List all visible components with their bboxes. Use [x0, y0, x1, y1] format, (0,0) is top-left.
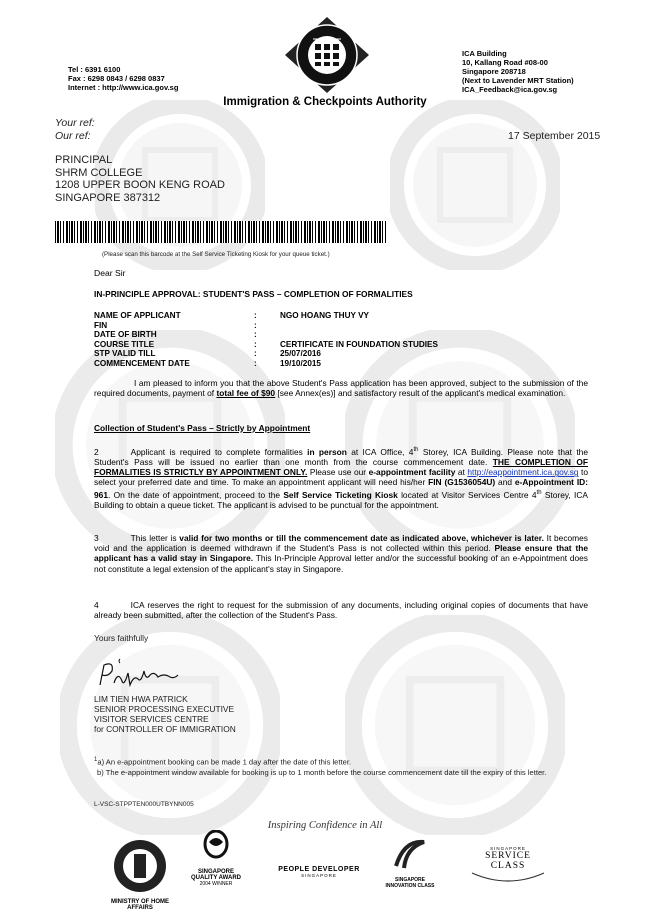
- innovation-class-label: SINGAPORE INNOVATION CLASS: [385, 877, 435, 889]
- recipient-line: SHRM COLLEGE: [55, 166, 143, 179]
- para-text: located at Visitor Services Centre 4: [397, 489, 537, 500]
- tel-line: Tel : 6391 6100: [68, 65, 121, 74]
- quality-award-year: 2004 WINNER: [199, 881, 233, 887]
- detail-label: STP VALID TILL: [94, 349, 156, 359]
- para-number: 4: [94, 600, 99, 610]
- detail-colon: :: [254, 330, 257, 340]
- recipient-line: SINGAPORE 387312: [55, 191, 161, 204]
- paragraph-3: [94, 533, 588, 574]
- para-number: 2: [94, 446, 99, 457]
- detail-value: 25/07/2016: [280, 349, 321, 359]
- people-developer-logo: [276, 866, 362, 878]
- recipient-line: PRINCIPAL: [55, 154, 113, 166]
- para-text: Please use our: [307, 467, 369, 478]
- para-text: at ICA Office, 4: [346, 446, 414, 457]
- service-class-logo: [470, 846, 546, 882]
- valid-stay-notice: Please ensure that the applicant has a valid stay in Singapore.: [94, 543, 589, 564]
- document-code: L-VSC-STPPTEN000UTBYNN005: [94, 801, 194, 808]
- applicant-details: [94, 311, 438, 369]
- service-class-label: SERVICE CLASS: [485, 851, 531, 871]
- detail-value: CERTIFICATE IN FOUNDATION STUDIES: [280, 339, 438, 349]
- address-line: 10, Kallang Road #08-00: [462, 58, 548, 67]
- mha-logo: [110, 838, 169, 911]
- internet-line: Internet : http://www.ica.gov.sg: [68, 83, 179, 92]
- total-fee: total fee of $90: [216, 388, 276, 399]
- barcode-note: (Please scan this barcode at the Self Service Ticketing Kiosk for your queue ticket.): [102, 251, 330, 258]
- our-ref-label: Our ref:: [55, 130, 91, 142]
- para-text: . On the date of appointment, proceed to the: [107, 489, 284, 500]
- signatory-for: for CONTROLLER OF IMMIGRATION: [94, 724, 236, 734]
- eappointment-link[interactable]: http://eappointment.ica.gov.sg: [467, 467, 579, 478]
- detail-row: [94, 359, 438, 369]
- detail-row: [94, 321, 438, 331]
- detail-row: [94, 330, 438, 340]
- contact-block: [68, 65, 178, 92]
- letter-date: 17 September 2015: [508, 130, 601, 142]
- fax-line: Fax : 6298 0843 / 6298 0837: [68, 74, 165, 83]
- para-text: Applicant is required to complete formalities: [130, 446, 308, 457]
- authority-title: Immigration & Checkpoints Authority: [223, 96, 427, 108]
- para-text: Storey, ICA Building. Please note that the Student's Pass will be issued no earlier than one month from the course commencement date.: [94, 446, 588, 467]
- tagline: Inspiring Confidence in All: [267, 820, 383, 831]
- para-text: Storey, ICA Building to obtain a queue ticket. The applicant is advised to be punctual for the appointment.: [94, 489, 588, 510]
- detail-label: DATE OF BIRTH: [94, 330, 157, 340]
- innovation-class-logo: [382, 838, 438, 889]
- detail-colon: :: [254, 320, 257, 330]
- paragraph-4: [94, 600, 588, 620]
- detail-row: [94, 311, 438, 321]
- salutation: Dear Sir: [94, 268, 126, 278]
- address-line: ICA Building: [462, 49, 507, 58]
- signatory-title: SENIOR PROCESSING EXECUTIVE: [94, 704, 235, 714]
- detail-value: 19/10/2015: [280, 358, 321, 368]
- people-developer-sub: SINGAPORE: [301, 873, 337, 878]
- approval-paragraph: [94, 378, 588, 398]
- detail-colon: :: [254, 358, 257, 368]
- eappointment-id: e-Appointment ID: 961: [94, 477, 588, 500]
- handwritten-signature: [96, 655, 186, 689]
- address-line: (Next to Lavender MRT Station): [462, 76, 574, 85]
- signatory-name: LIM TIEN HWA PATRICK: [94, 694, 188, 704]
- watermark-seal: [345, 615, 565, 835]
- people-developer-label: PEOPLE DEVELOPER: [278, 866, 360, 873]
- your-ref-label: Your ref:: [55, 117, 95, 129]
- watermark-seal: [390, 100, 560, 270]
- ica-address-block: [462, 49, 574, 94]
- footnote-text: a) An e-appointment booking can be made 1 day after the date of this letter.: [97, 757, 352, 767]
- detail-label: NAME OF APPLICANT: [94, 311, 181, 320]
- feedback-email: ICA_Feedback@ica.gov.sg: [462, 85, 558, 94]
- footnote-a: [94, 755, 594, 768]
- paragraph-2: [94, 445, 588, 510]
- appointment-only-notice: THE COMPLETION OF FORMALITIES IS STRICTLY BY APPOINTMENT ONLY.: [94, 457, 588, 478]
- para-bold: Self Service Ticketing Kiosk: [283, 489, 398, 500]
- para-text: This letter is: [130, 533, 180, 543]
- address-line: Singapore 208718: [462, 67, 526, 76]
- quality-award-logo: [186, 830, 246, 894]
- detail-label: FIN: [94, 320, 108, 330]
- mha-label: MINISTRY OF HOME AFFAIRS: [110, 899, 169, 911]
- recipient-line: 1208 UPPER BOON KENG ROAD: [55, 179, 225, 191]
- para-text: This In-Principle Approval letter and/or the successful booking of an e-Appointment does not constitute a legal extension of the applicant's stay in Singapore.: [94, 553, 588, 574]
- para-bold: in person: [307, 446, 347, 457]
- detail-row: [94, 340, 438, 350]
- para-text: and: [495, 477, 515, 488]
- superscript: th: [536, 489, 542, 496]
- para-text: at: [455, 467, 468, 478]
- quality-award-icon: [201, 830, 231, 864]
- quality-award-label: SINGAPORE QUALITY AWARD: [190, 869, 241, 881]
- service-class-top: SINGAPORE: [490, 846, 526, 851]
- detail-colon: :: [254, 349, 257, 359]
- footnote-mark: 1: [94, 757, 98, 763]
- validity-notice: valid for two months or till the commencement date as indicated above, whichever is later.: [179, 533, 544, 543]
- para-text: It becomes void and the application is deemed withdrawn if the Student's Pass is not collected within this period.: [94, 533, 588, 554]
- service-class-swoosh-icon: [470, 871, 546, 885]
- detail-colon: :: [254, 311, 257, 320]
- ica-seal-logo: [283, 15, 371, 95]
- detail-value: NGO HOANG THUY VY: [280, 311, 370, 320]
- signatory-block: [94, 694, 236, 734]
- detail-row: [94, 349, 438, 359]
- queue-barcode: [55, 221, 387, 243]
- detail-label: COMMENCEMENT DATE: [94, 358, 190, 368]
- mha-emblem-icon: [112, 838, 168, 894]
- detail-label: COURSE TITLE: [94, 339, 155, 349]
- para-number: 3: [94, 533, 99, 543]
- para-text: [see Annex(es)] and satisfactory result of the applicant's medical examination.: [275, 388, 566, 399]
- detail-colon: :: [254, 339, 257, 349]
- collection-heading: Collection of Student's Pass – Strictly by Appointment: [94, 423, 311, 433]
- letter-subject: IN-PRINCIPLE APPROVAL: STUDENT'S PASS – COMPLETION OF FORMALITIES: [94, 289, 413, 299]
- para-bold: e-appointment facility: [368, 467, 456, 478]
- para-text: ICA reserves the right to request for the submission of any documents, including original copies of documents that have already been submitted, after the collection of the Student's Pass.: [94, 600, 588, 621]
- para-text: I am pleased to inform you that the above Student's Pass application has been approved, subject to the submission of the required documents, payment of: [94, 378, 588, 399]
- signatory-dept: VISITOR SERVICES CENTRE: [94, 714, 209, 724]
- fin-number: FIN (G1536054U): [428, 477, 496, 488]
- para-text: to select your preferred date and time. To make an appointment applicant will need his/her: [94, 467, 589, 488]
- footnote-b: b) The e-appointment window available for booking is up to 1 month before the course commencement date till the expiry of this letter.: [97, 768, 547, 777]
- recipient-address: [55, 154, 225, 204]
- closing: Yours faithfully: [94, 633, 149, 643]
- superscript: th: [413, 447, 419, 453]
- innovation-swirl-icon: [390, 838, 430, 872]
